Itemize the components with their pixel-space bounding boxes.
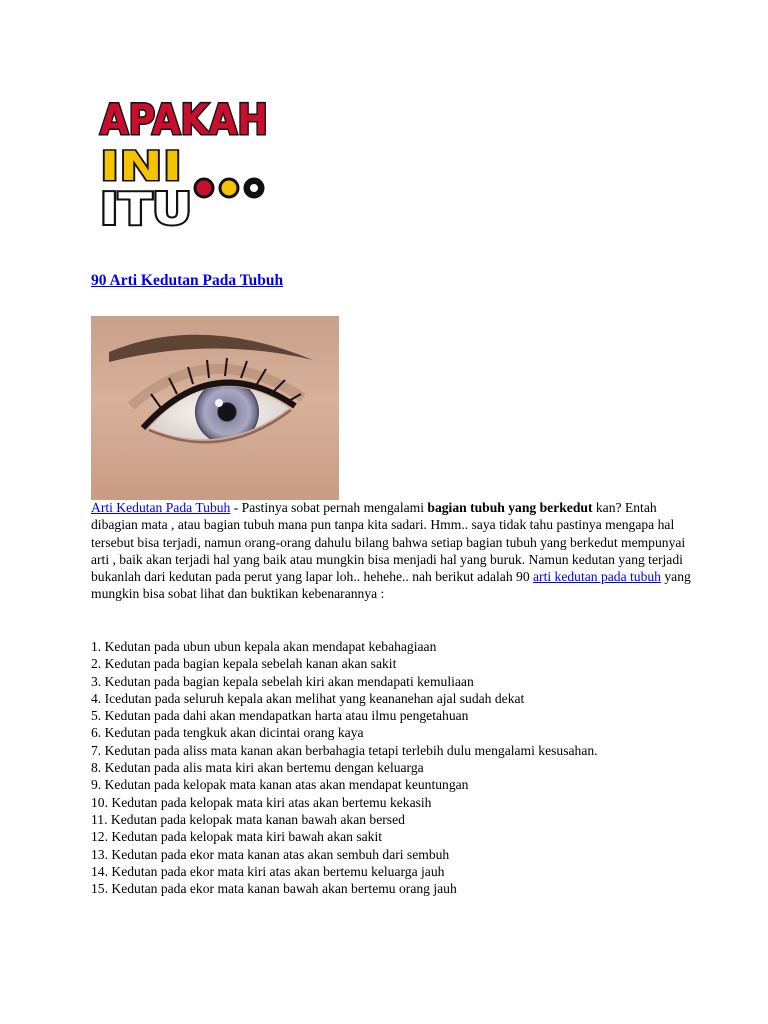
logo-line-ini: INI: [100, 144, 182, 190]
list-item: 9. Kedutan pada kelopak mata kanan atas akan mendapat keuntungan: [91, 777, 469, 793]
kedutan-list: [91, 638, 731, 897]
list-item: 12. Kedutan pada kelopak mata kiri bawah akan sakit: [91, 829, 383, 845]
logo-dot-yellow: [220, 179, 238, 197]
list-item: 15. Kedutan pada ekor mata kanan bawah akan bertemu orang jauh: [91, 881, 457, 897]
list-item: 14. Kedutan pada ekor mata kiri atas akan bertemu keluarga jauh: [91, 863, 445, 879]
logo-line-itu: ITU: [100, 184, 192, 235]
intro-bold-text: bagian tubuh yang berkedut: [427, 500, 593, 515]
list-item: 1. Kedutan pada ubun ubun kepala akan mendapat kebahagiaan: [91, 639, 437, 654]
list-item: 13. Kedutan pada ekor mata kanan atas akan sembuh dari sembuh: [91, 846, 450, 862]
eye-photo: [91, 316, 339, 500]
intro-link-arti-kedutan[interactable]: Arti Kedutan Pada Tubuh: [91, 500, 231, 515]
article-title-link[interactable]: 90 Arti Kedutan Pada Tubuh: [91, 272, 284, 289]
intro-text-2: kan? Entah dibagian mata , atau bagian tubuh mana pun tanpa kita sadari. Hmm.. saya tidak tahu pastinya mengapa hal tersebut bisa terjadi, namun orang-orang dahulu bilang bahwa setiap bagian tubuh yang berkedut mempunyai arti , baik akan terjadi hal yang baik atau mungkin bisa menjadi hal yang buruk. Namun kedutan yang terjadi bukanlah dari kedutan pada perut yang lapar loh.. hehehe.. nah berikut adalah 90: [91, 500, 686, 585]
list-item: 5. Kedutan pada dahi akan mendapatkan harta atau ilmu pengetahuan: [91, 708, 469, 724]
list-item: 6. Kedutan pada tengkuk akan dicintai orang kaya: [91, 725, 364, 741]
list-item: 4. Icedutan pada seluruh kepala akan melihat yang keananehan ajal sudah dekat: [91, 690, 525, 706]
logo-dot-black-inner: [250, 184, 258, 192]
logo-dot-red: [195, 179, 213, 197]
logo-line-apakah: APAKAH: [100, 95, 268, 144]
intro-text-3: yang mungkin bisa sobat lihat dan buktikan kebenarannya :: [91, 569, 691, 602]
list-item: 10. Kedutan pada kelopak mata kiri atas akan bertemu kekasih: [91, 794, 432, 810]
intro-text-1: - Pastinya sobat pernah mengalami: [230, 500, 428, 515]
list-item: 8. Kedutan pada alis mata kiri akan bertemu dengan keluarga: [91, 760, 424, 776]
list-item: 11. Kedutan pada kelopak mata kanan bawah akan bersed: [91, 811, 405, 827]
site-logo[interactable]: [96, 88, 272, 234]
list-item: 2. Kedutan pada bagian kepala sebelah kanan akan sakit: [91, 656, 397, 672]
list-item: 7. Kedutan pada aliss mata kanan akan berbahagia tetapi terlebih dulu mengalami kesusahan.: [91, 742, 598, 758]
intro-link-arti-kedutan-lower[interactable]: arti kedutan pada tubuh: [533, 569, 661, 585]
intro-paragraph: [91, 499, 691, 603]
list-item: 3. Kedutan pada bagian kepala sebelah kiri akan mendapati kemuliaan: [91, 673, 474, 689]
